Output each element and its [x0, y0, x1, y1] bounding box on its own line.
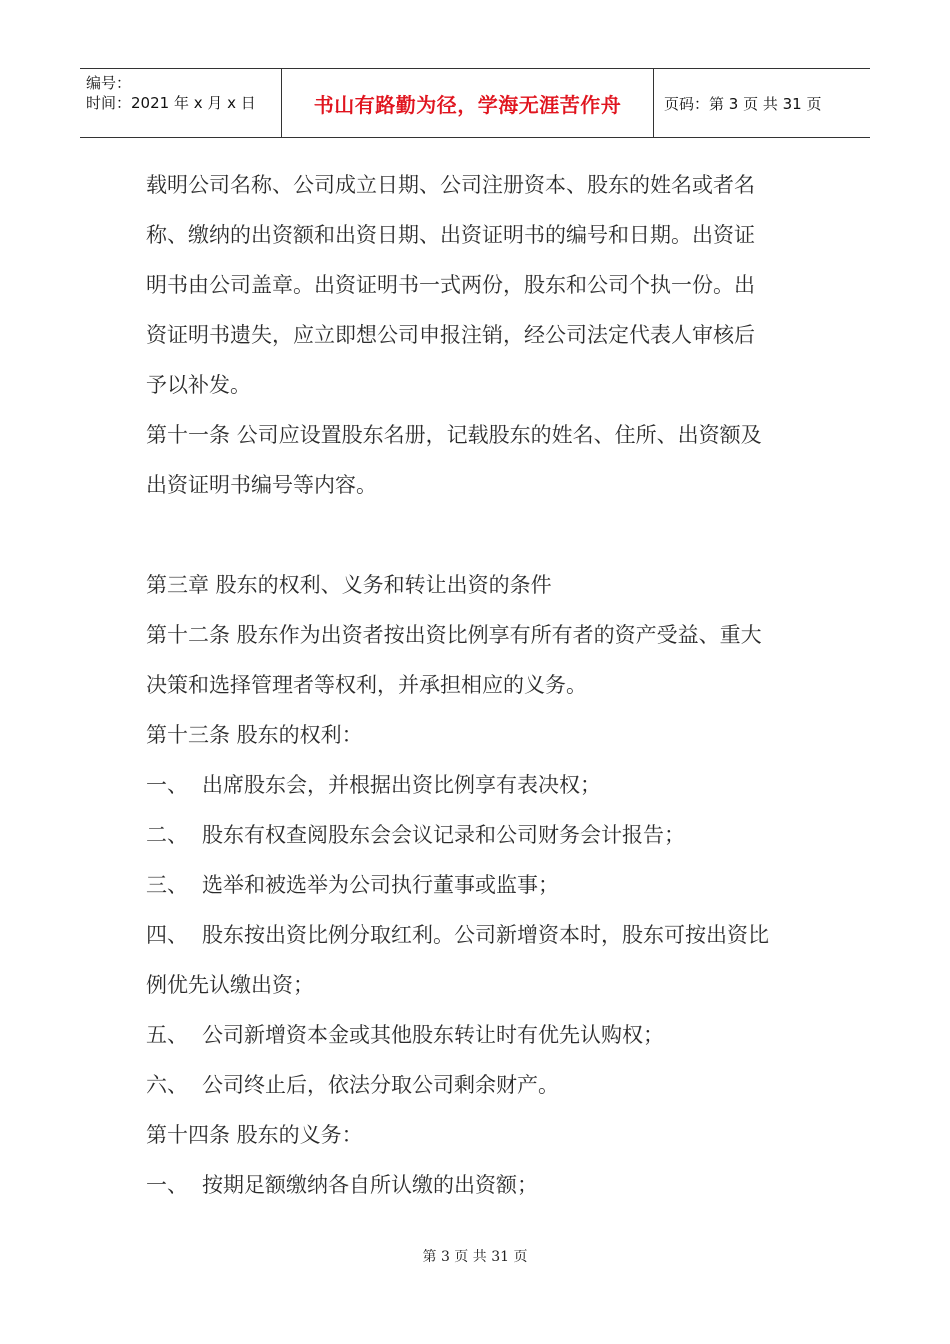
page-footer: 第 3 页 共 31 页 — [422, 1249, 528, 1265]
rights-list-item — [146, 860, 816, 910]
list-text: 出席股东会，并根据出资比例享有表决权； — [202, 773, 601, 797]
header-page-label: 页码：第 3 页 共 31 页 — [664, 94, 822, 113]
article-14-heading: 第十四条 股东的义务： — [146, 1123, 363, 1147]
list-number: 一、 — [146, 773, 188, 797]
article-12-line: 第十二条 股东作为出资者按出资比例享有所有者的资产受益、重大 — [146, 623, 762, 647]
list-number: 二、 — [146, 823, 188, 847]
list-number: 三、 — [146, 873, 188, 897]
chapter-3-heading: 第三章 股东的权利、义务和转让出资的条件 — [146, 573, 552, 597]
list-text: 按期足额缴纳各自所认缴的出资额； — [202, 1173, 538, 1197]
rights-list-item — [146, 810, 816, 860]
duties-list-item — [146, 1160, 816, 1210]
rights-list-item — [146, 1010, 816, 1060]
article-12-line: 决策和选择管理者等权利，并承担相应的义务。 — [146, 673, 587, 697]
header-number-label: 编号： — [86, 74, 132, 92]
body-line: 明书由公司盖章。出资证明书一式两份，股东和公司个执一份。出 — [146, 273, 755, 297]
article-13-heading: 第十三条 股东的权利： — [146, 723, 363, 747]
document-body — [146, 160, 816, 1210]
rights-list-item — [146, 760, 816, 810]
list-text: 公司新增资本金或其他股东转让时有优先认购权； — [202, 1023, 664, 1047]
body-line: 资证明书遗失，应立即想公司申报注销，经公司法定代表人审核后 — [146, 323, 755, 347]
page-header — [80, 68, 870, 138]
header-motto: 书山有路勤为径，学海无涯苦作舟 — [282, 69, 654, 137]
header-time-label: 时间：2021 年 x 月 x 日 — [86, 94, 256, 112]
body-line: 称、缴纳的出资额和出资日期、出资证明书的编号和日期。出资证 — [146, 223, 755, 247]
list-number: 四、 — [146, 923, 188, 947]
rights-list-item — [146, 910, 816, 960]
article-11-line: 第十一条 公司应设置股东名册，记载股东的姓名、住所、出资额及 — [146, 423, 762, 447]
list-number: 五、 — [146, 1023, 188, 1047]
header-meta — [80, 69, 282, 137]
body-line: 载明公司名称、公司成立日期、公司注册资本、股东的姓名或者名 — [146, 173, 755, 197]
blank-line — [146, 510, 816, 560]
list-text: 公司终止后，依法分取公司剩余财产。 — [202, 1073, 559, 1097]
list-text: 选举和被选举为公司执行董事或监事； — [202, 873, 559, 897]
rights-list-item-continuation: 例优先认缴出资； — [146, 973, 314, 997]
list-number: 六、 — [146, 1073, 188, 1097]
article-11-line: 出资证明书编号等内容。 — [146, 473, 377, 497]
body-line: 予以补发。 — [146, 373, 251, 397]
list-number: 一、 — [146, 1173, 188, 1197]
rights-list-item — [146, 1060, 816, 1110]
list-text: 股东按出资比例分取红利。公司新增资本时，股东可按出资比 — [202, 923, 769, 947]
list-text: 股东有权查阅股东会会议记录和公司财务会计报告； — [202, 823, 685, 847]
